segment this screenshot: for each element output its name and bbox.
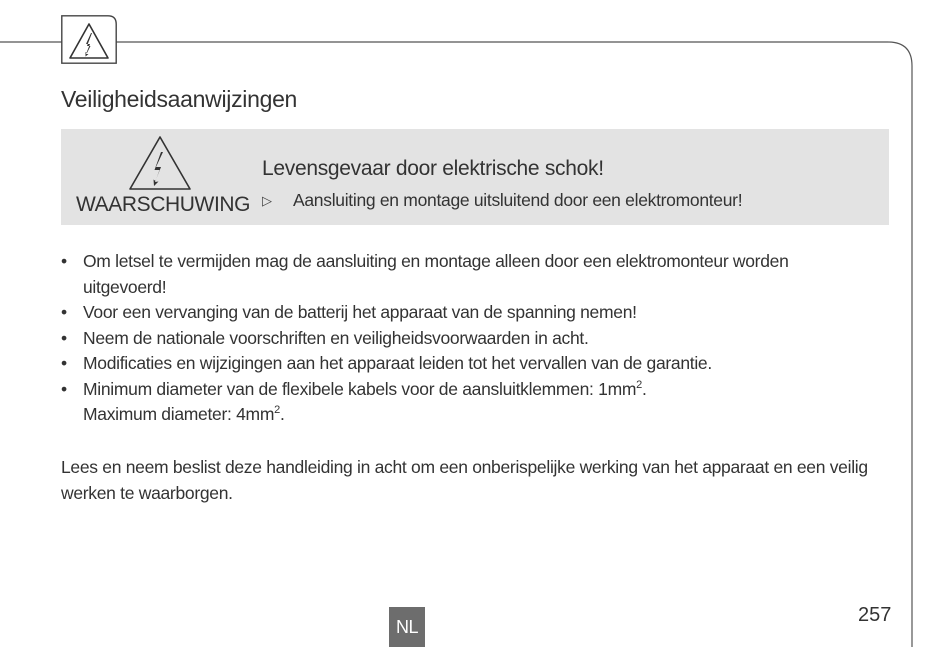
instruction-marker-icon: ▷ [262,192,272,208]
warning-box [61,129,889,225]
section-icon-tab [61,15,117,64]
list-item-text: Neem de nationale voorschriften en veiligheidsvoorwaarden in acht. [83,327,589,348]
bullet-marker: • [61,353,67,373]
list-item-text: Modificaties en wijzigingen aan het apparaat leiden tot het vervallen van de garantie. [83,353,712,373]
punctuation: . [642,378,647,399]
closing-paragraph: Lees en neem beslist deze handleiding in acht om een onberispelijke werking van het apparaat en een veilig werken te waarborgen. [61,457,868,503]
min-diameter-text: Minimum diameter van de flexibele kabels voor de aansluitklemmen: 1mm [83,378,637,399]
bullet-marker: • [61,378,67,399]
high-voltage-icon [61,15,117,64]
warning-heading: Levensgevaar door elektrische schok! [262,157,604,180]
superscript: 2 [636,378,642,391]
list-item [61,326,861,352]
list-item [61,351,861,377]
superscript: 2 [274,404,280,416]
list-item [61,249,861,300]
bullet-marker: • [61,327,67,348]
page-title: Veiligheidsaanwijzingen [61,86,298,112]
max-diameter-text: Maximum diameter: 4mm [83,404,275,424]
bullet-marker: • [61,302,67,322]
page-number: 257 [858,604,892,626]
warning-label: WAARSCHUWING [76,193,251,216]
list-item [61,300,861,326]
list-item-text [83,379,647,425]
list-item [61,377,861,428]
list-item-text: Om letsel te vermijden mag de aansluiting en montage alleen door een elektromonteur worden uitgevoerd! [83,251,789,297]
punctuation: . [279,404,285,424]
list-item-text: Voor een vervanging van de batterij het apparaat van de spanning nemen! [83,302,637,322]
language-tab: NL [389,607,425,647]
safety-bullet-list [61,249,861,428]
bullet-marker: • [61,251,67,271]
high-voltage-warning-icon [128,135,192,191]
warning-instruction [262,190,742,211]
warning-instruction-text: Aansluiting en montage uitsluitend door een elektromonteur! [293,190,743,210]
